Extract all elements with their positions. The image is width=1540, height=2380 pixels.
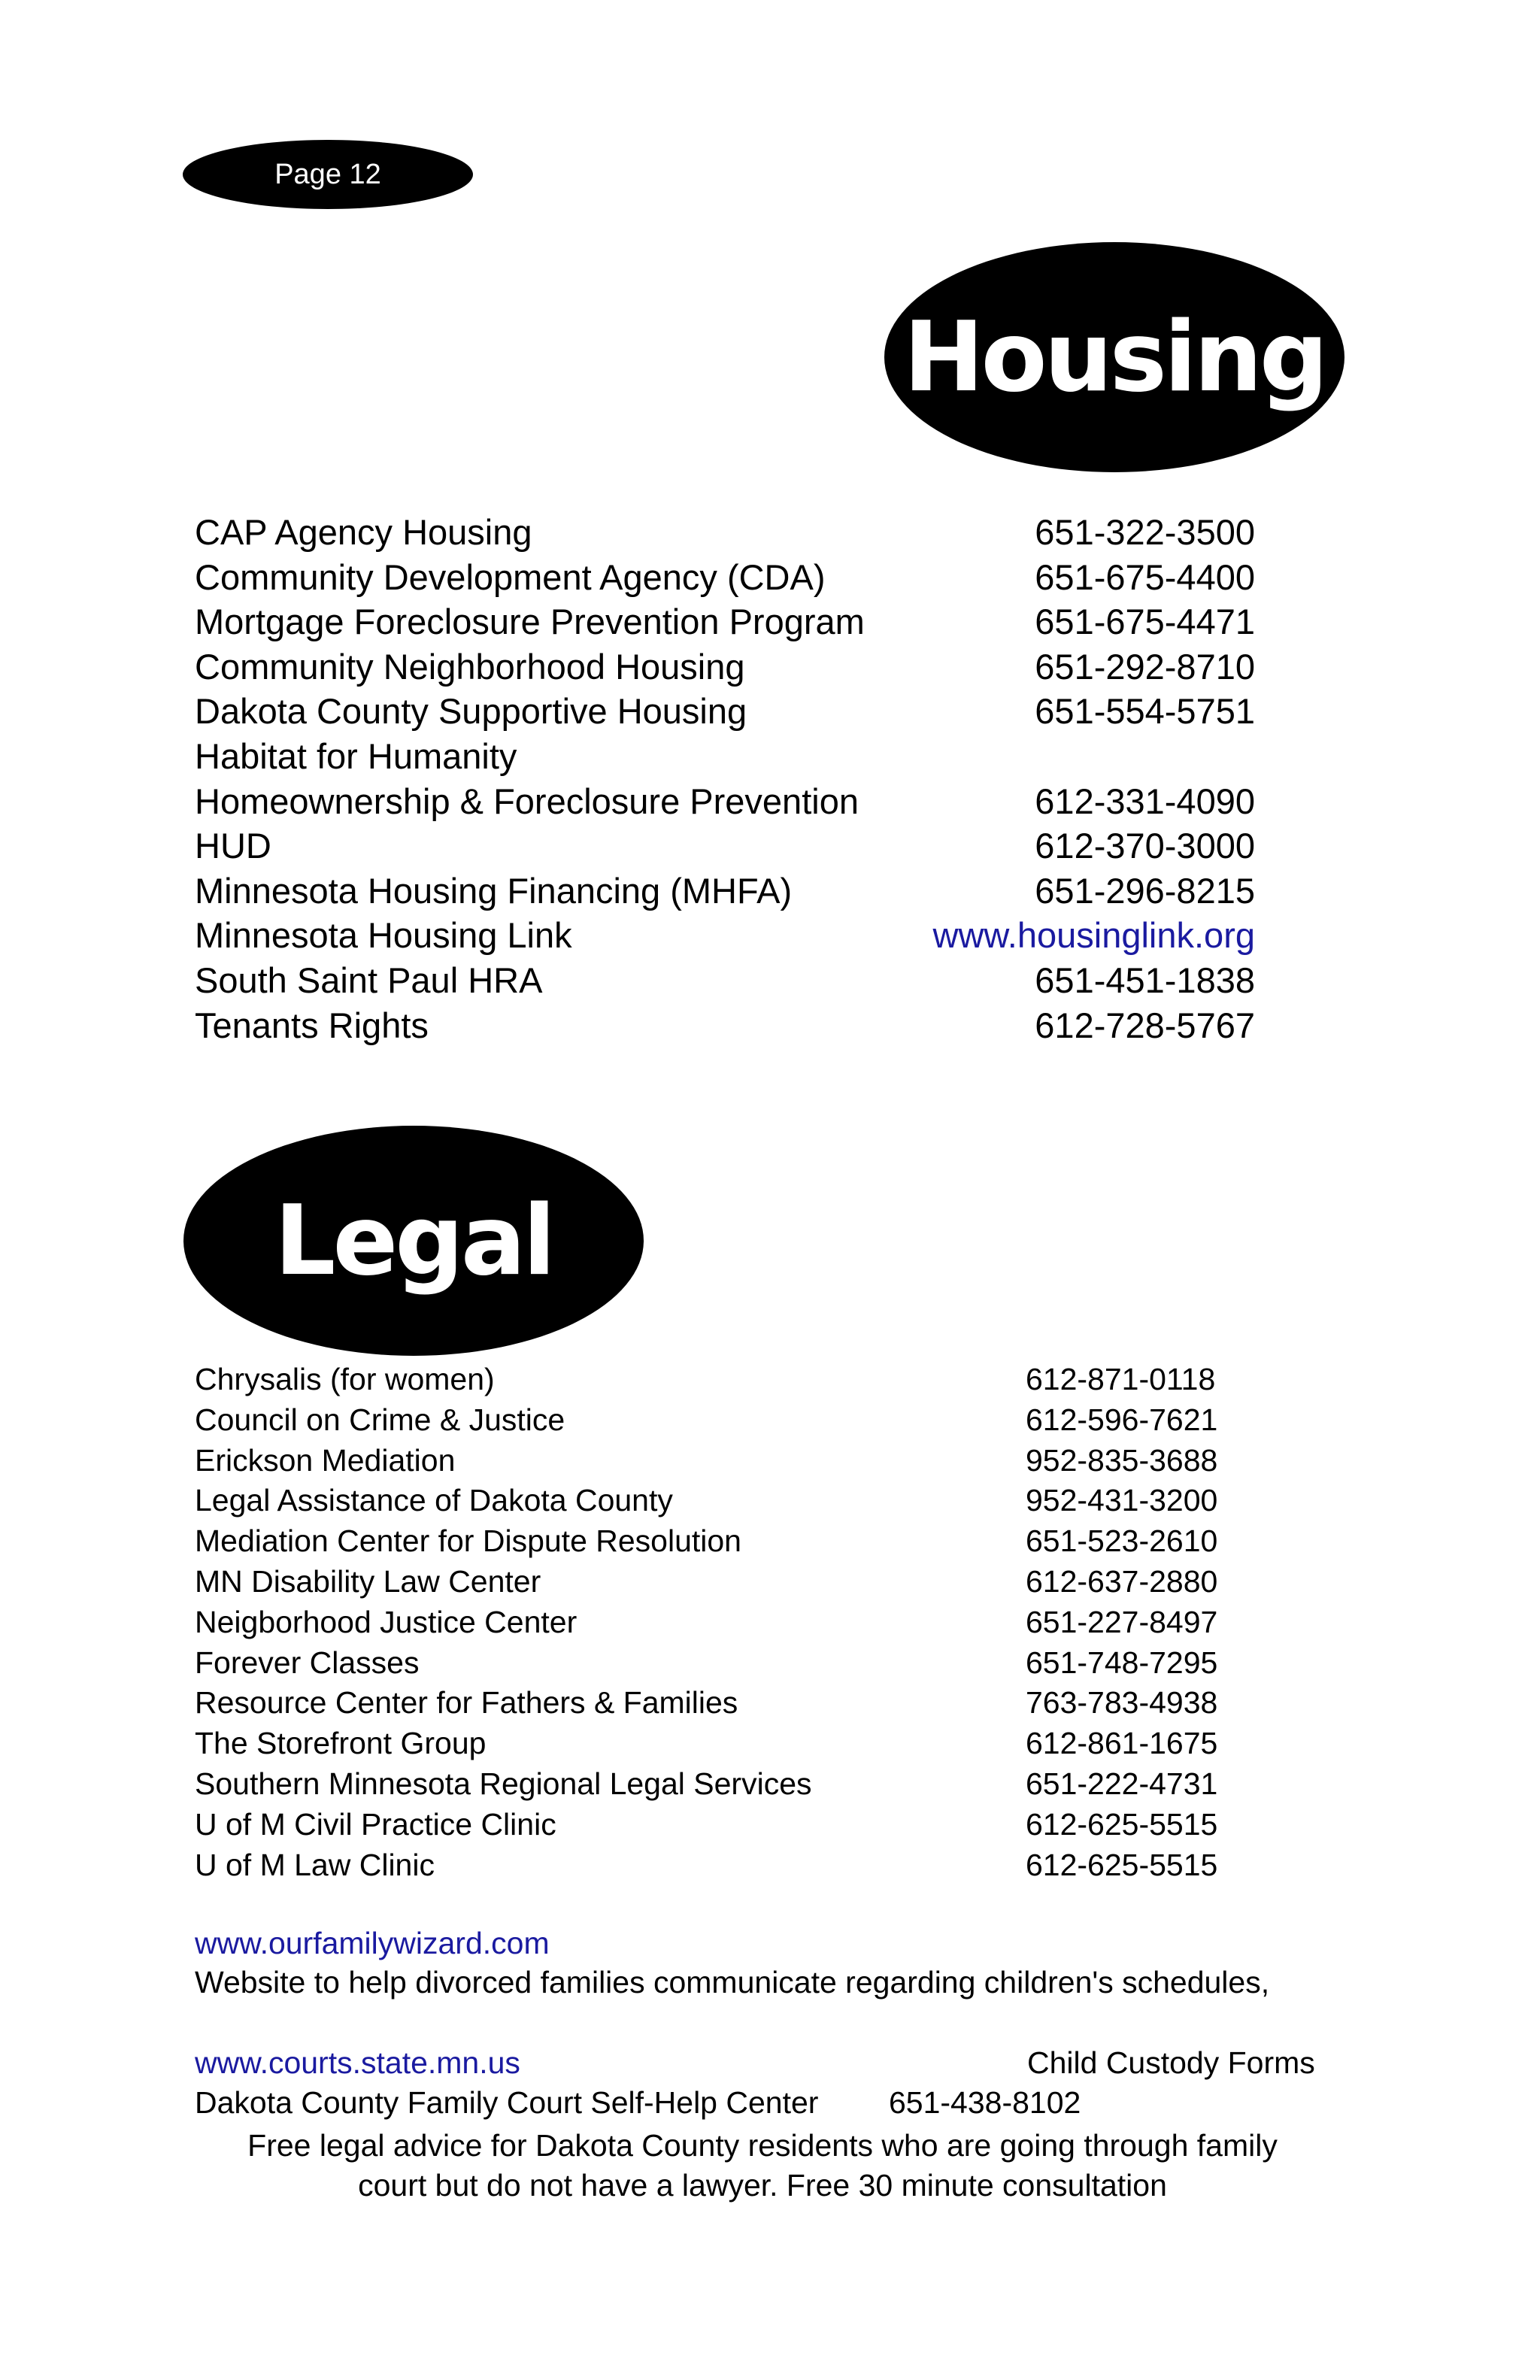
housing-item-phone: 612-331-4090 (1035, 781, 1255, 821)
housing-item (195, 599, 1255, 644)
housing-item (195, 555, 1255, 600)
housing-item-name: Community Development Agency (CDA) (195, 556, 826, 597)
housing-item (195, 689, 1255, 734)
self-help-note-line-2: court but do not have a lawyer. Free 30 minute consultation (358, 2168, 1167, 2203)
child-custody-forms-label: Child Custody Forms (1027, 2045, 1315, 2080)
legal-item (195, 1481, 1229, 1521)
legal-item-name: U of M Law Clinic (195, 1847, 435, 1882)
housing-section-heading (884, 242, 1344, 472)
legal-item-phone: 612-625-5515 (1026, 1806, 1218, 1842)
housing-item (195, 823, 1255, 869)
housing-item (195, 779, 1255, 824)
housing-item (195, 644, 1255, 690)
legal-item (195, 1764, 1229, 1805)
legal-item-name: Neigborhood Justice Center (195, 1604, 578, 1639)
legal-list (195, 1360, 1229, 1885)
legal-item-name: Resource Center for Fathers & Families (195, 1685, 738, 1721)
housing-item-name: CAP Agency Housing (195, 512, 532, 552)
housing-item-name: Community Neighborhood Housing (195, 646, 745, 687)
housing-item (195, 913, 1255, 958)
legal-item-name: Erickson Mediation (195, 1442, 456, 1478)
legal-item (195, 1845, 1229, 1886)
housing-item-name: Dakota County Supportive Housing (195, 691, 747, 732)
legal-item (195, 1400, 1229, 1441)
legal-item (195, 1562, 1229, 1602)
legal-section-heading (183, 1126, 644, 1356)
self-help-center-name: Dakota County Family Court Self-Help Center (195, 2085, 819, 2120)
legal-item (195, 1683, 1229, 1724)
housing-item-name: Minnesota Housing Link (195, 915, 572, 956)
housing-item-phone: 612-728-5767 (1035, 1005, 1255, 1045)
housing-item-phone: 651-322-3500 (1035, 512, 1255, 552)
housing-item-phone: 651-675-4400 (1035, 556, 1255, 597)
housing-item-name: Minnesota Housing Financing (MHFA) (195, 870, 793, 911)
housing-item (195, 869, 1255, 914)
ourfamilywizard-description: Website to help divorced families communicate regarding children's schedules, (195, 1965, 1270, 2000)
housing-item-name: Tenants Rights (195, 1005, 429, 1045)
legal-item-name: Mediation Center for Dispute Resolution (195, 1524, 741, 1559)
legal-item-phone: 651-222-4731 (1026, 1766, 1218, 1801)
legal-item-phone: 651-523-2610 (1026, 1524, 1218, 1559)
legal-item-name: Legal Assistance of Dakota County (195, 1483, 673, 1518)
legal-item-phone: 763-783-4938 (1026, 1685, 1218, 1721)
legal-item-phone: 651-748-7295 (1026, 1645, 1218, 1680)
housing-item-name: Homeownership & Foreclosure Prevention (195, 781, 859, 821)
housing-item (195, 958, 1255, 1003)
legal-item-name: Chrysalis (for women) (195, 1362, 495, 1396)
legal-item-name: MN Disability Law Center (195, 1563, 541, 1599)
housing-item-phone: 651-675-4471 (1035, 602, 1255, 642)
courts-link[interactable]: www.courts.state.mn.us (195, 2045, 520, 2080)
legal-item-phone: 612-596-7621 (1026, 1402, 1218, 1437)
legal-item-name: The Storefront Group (195, 1726, 487, 1761)
legal-item (195, 1521, 1229, 1562)
legal-item (195, 1643, 1229, 1684)
housing-item-phone: 651-554-5751 (1035, 691, 1255, 732)
legal-item (195, 1805, 1229, 1845)
legal-item-name: U of M Civil Practice Clinic (195, 1806, 556, 1842)
housing-item-name: HUD (195, 826, 271, 866)
legal-item-phone: 952-835-3688 (1026, 1442, 1218, 1478)
legal-item (195, 1360, 1229, 1400)
housing-item (195, 510, 1255, 555)
legal-item (195, 1602, 1229, 1643)
legal-item-phone: 651-227-8497 (1026, 1604, 1218, 1639)
housing-list (195, 510, 1255, 1048)
housinglink-url[interactable]: www.housinglink.org (932, 915, 1255, 956)
legal-item (195, 1724, 1229, 1764)
self-help-center-phone: 651-438-8102 (889, 2085, 1081, 2120)
legal-item-phone: 612-861-1675 (1026, 1726, 1218, 1761)
housing-item (195, 734, 1255, 779)
housing-item-name: Habitat for Humanity (195, 735, 517, 776)
housing-item-phone: 651-292-8710 (1035, 646, 1255, 687)
legal-item-phone: 952-431-3200 (1026, 1483, 1218, 1518)
housing-title: Housing (903, 301, 1326, 414)
housing-item-phone: 612-370-3000 (1035, 826, 1255, 866)
housing-item (195, 1003, 1255, 1048)
housing-item-phone: 651-451-1838 (1035, 960, 1255, 1000)
housing-item-name: South Saint Paul HRA (195, 960, 543, 1000)
legal-item-name: Southern Minnesota Regional Legal Services (195, 1766, 812, 1801)
page-number-badge (183, 140, 473, 209)
legal-item-phone: 612-637-2880 (1026, 1563, 1218, 1599)
legal-title: Legal (274, 1184, 553, 1297)
page-number-label: Page 12 (274, 158, 381, 190)
legal-item-name: Council on Crime & Justice (195, 1402, 565, 1437)
legal-item-phone: 612-871-0118 (1026, 1362, 1216, 1396)
legal-item-name: Forever Classes (195, 1645, 420, 1680)
housing-item-phone: 651-296-8215 (1035, 870, 1255, 911)
legal-item (195, 1441, 1229, 1481)
housing-item-name: Mortgage Foreclosure Prevention Program (195, 602, 865, 642)
ourfamilywizard-link[interactable]: www.ourfamilywizard.com (195, 1926, 550, 1960)
legal-item-phone: 612-625-5515 (1026, 1847, 1218, 1882)
self-help-note-line-1: Free legal advice for Dakota County residents who are going through family (247, 2128, 1278, 2163)
